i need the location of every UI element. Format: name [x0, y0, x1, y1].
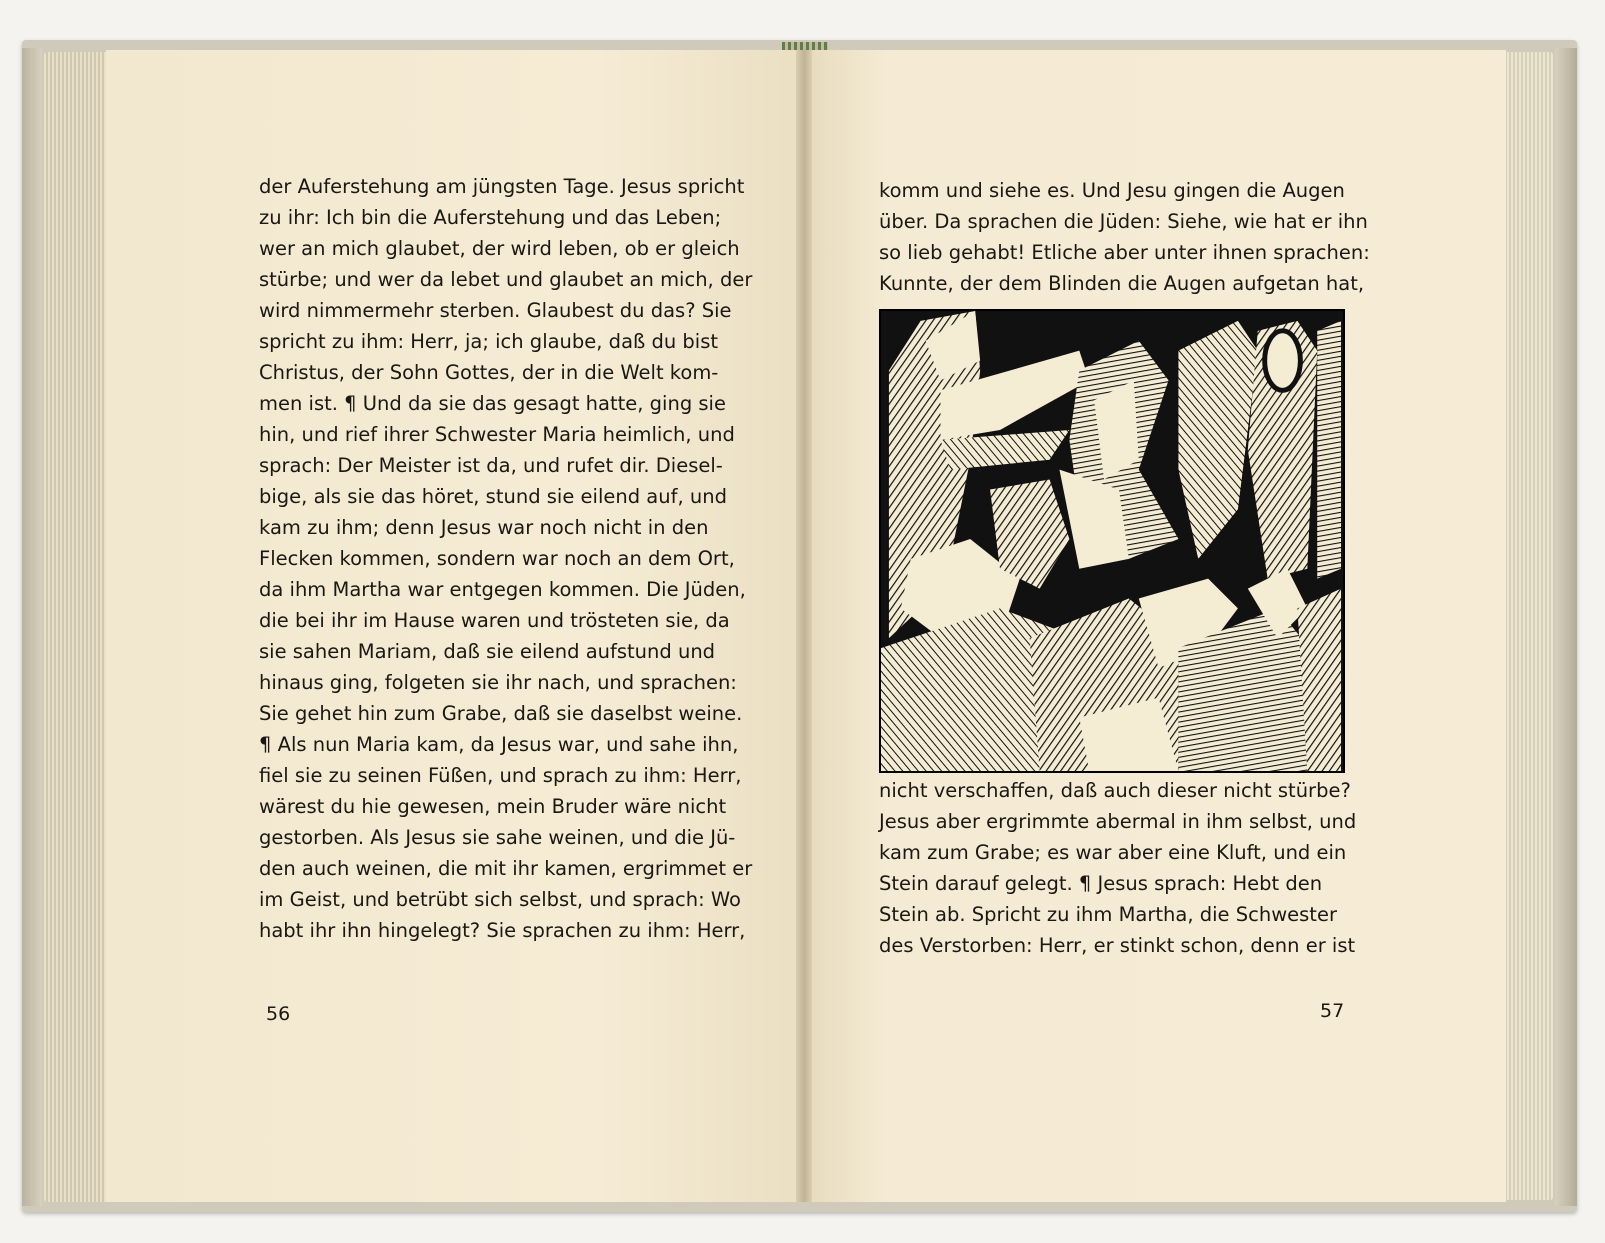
text-line: über. Da sprachen die Jüden: Siehe, wie hat er ihn: [879, 210, 1368, 233]
page-number-left: 56: [266, 1003, 291, 1025]
text-line: Stein darauf gelegt. ¶ Jesus sprach: Hebt den: [879, 872, 1323, 895]
text-line: sprach: Der Meister ist da, und rufet dir. Diesel-: [259, 454, 723, 477]
page-number-right: 57: [1320, 1000, 1345, 1022]
text-line: der Auferstehung am jüngsten Tage. Jesus spricht: [259, 175, 745, 198]
text-line: wer an mich glaubet, der wird leben, ob er gleich: [259, 237, 740, 260]
text-line: komm und siehe es. Und Jesu gingen die Augen: [879, 179, 1345, 202]
page-edges-right: [1503, 52, 1553, 1200]
text-line: zu ihr: Ich bin die Auferstehung und das Leben;: [259, 206, 722, 229]
text-line: Jesus aber ergrimmte abermal in ihm selbst, und: [879, 810, 1357, 833]
text-line: im Geist, und betrübt sich selbst, und sprach: Wo: [259, 888, 741, 911]
text-line: Stein ab. Spricht zu ihm Martha, die Schwester: [879, 903, 1337, 926]
text-line: stürbe; und wer da lebet und glaubet an mich, der: [259, 268, 753, 291]
text-line: Sie gehet hin zum Grabe, daß sie daselbst weine.: [259, 702, 743, 725]
text-line: hin, und rief ihrer Schwester Maria heimlich, und: [259, 423, 735, 446]
text-line: die bei ihr im Hause waren und trösteten sie, da: [259, 609, 730, 632]
text-line: hinaus ging, folgeten sie ihr nach, und sprachen:: [259, 671, 737, 694]
page-edges-left: [44, 52, 106, 1202]
text-line: wärest du hie gewesen, mein Bruder wäre nicht: [259, 795, 727, 818]
text-line: sie sahen Mariam, daß sie eilend aufstund und: [259, 640, 716, 663]
cover-edge-left: [22, 48, 42, 1206]
text-line: nicht verschaffen, daß auch dieser nicht stürbe?: [879, 779, 1351, 802]
text-line: kam zu ihm; denn Jesus war noch nicht in den: [259, 516, 709, 539]
text-line: habt ihr ihn hingelegt? Sie sprachen zu ihm: Herr,: [259, 919, 746, 942]
text-line: ¶ Als nun Maria kam, da Jesus war, und sahe ihn,: [259, 733, 739, 756]
text-line: gestorben. Als Jesus sie sahe weinen, und die Jü-: [259, 826, 736, 849]
text-line: fiel sie zu seinen Füßen, und sprach zu ihm: Herr,: [259, 764, 742, 787]
text-line: Flecken kommen, sondern war noch an dem Ort,: [259, 547, 735, 570]
text-line: spricht zu ihm: Herr, ja; ich glaube, daß du bist: [259, 330, 719, 353]
book-gutter: [796, 50, 812, 1202]
text-line: men ist. ¶ Und da sie das gesagt hatte, ging sie: [259, 392, 726, 415]
woodcut-illustration: [879, 309, 1345, 773]
text-line: bige, als sie das höret, stund sie eilend auf, und: [259, 485, 727, 508]
text-line: Kunnte, der dem Blinden die Augen aufgetan hat,: [879, 272, 1365, 295]
text-line: Christus, der Sohn Gottes, der in die Welt kom-: [259, 361, 719, 384]
text-line: kam zum Grabe; es war aber eine Kluft, und ein: [879, 841, 1347, 864]
text-line: wird nimmermehr sterben. Glaubest du das? Sie: [259, 299, 732, 322]
cover-edge-right: [1555, 48, 1577, 1206]
text-line: den auch weinen, die mit ihr kamen, ergrimmet er: [259, 857, 753, 880]
text-line: da ihm Martha war entgegen kommen. Die Jüden,: [259, 578, 746, 601]
text-line: des Verstorben: Herr, er stinkt schon, denn er ist: [879, 934, 1356, 957]
text-line: so lieb gehabt! Etliche aber unter ihnen sprachen:: [879, 241, 1370, 264]
